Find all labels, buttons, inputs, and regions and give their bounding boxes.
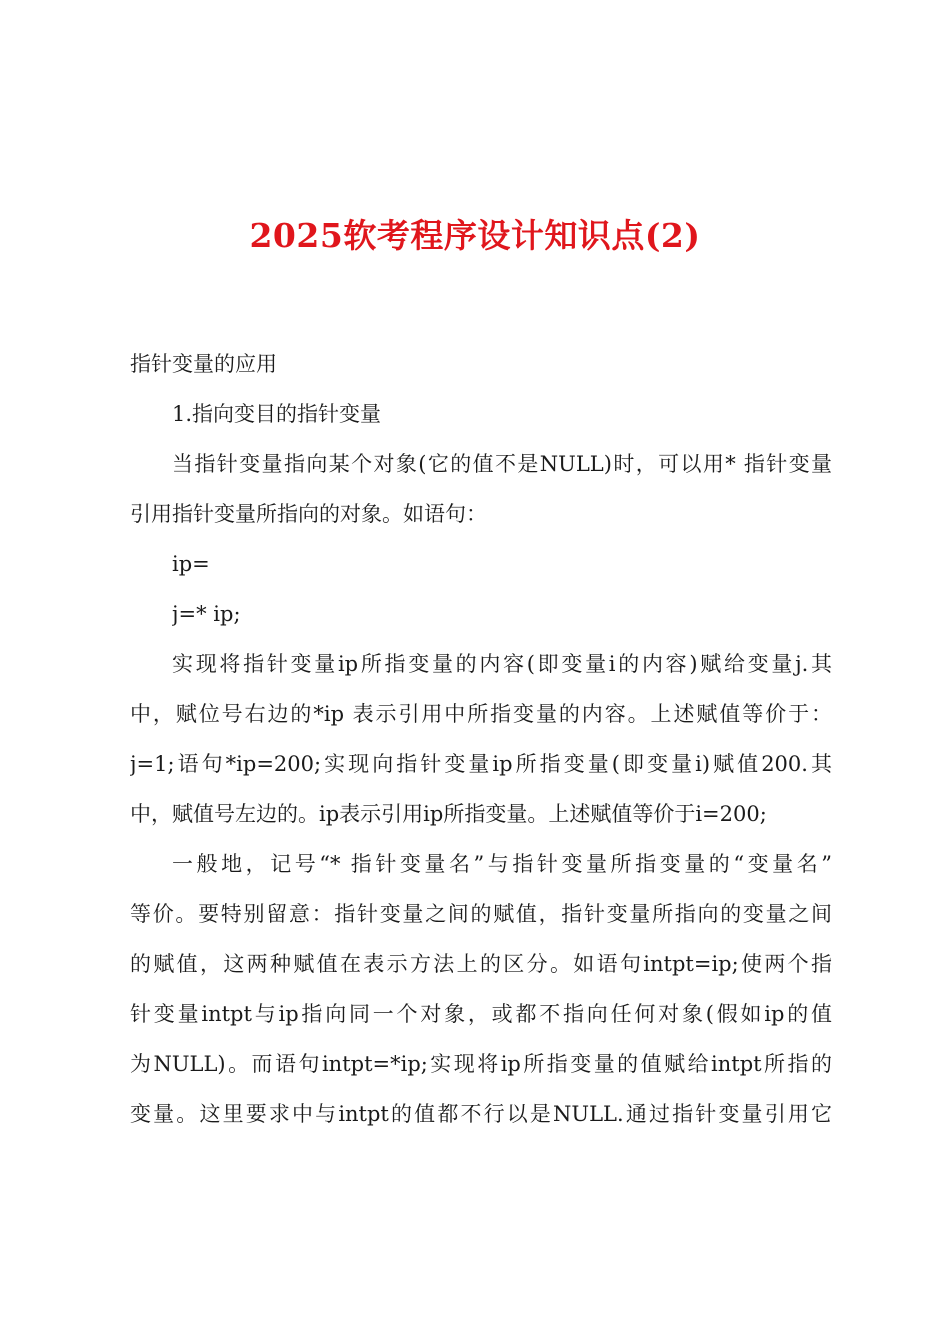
paragraph-line: 为NULL)。而语句intpt=*ip;实现将ip所指变量的值赋给intpt所指的 [130,1052,832,1076]
document-title: 2025软考程序设计知识点(2) [249,216,701,255]
paragraph-line: 中，赋值号左边的。ip表示引用ip所指变量。上述赋值等价于i=200; [130,802,767,826]
paragraph-line: j=1;语句*ip=200;实现向指针变量ip所指变量(即变量i)赋值200.其 [130,752,832,776]
paragraph-line: 等价。要特别留意：指针变量之间的赋值，指针变量所指向的变量之间 [130,902,832,926]
paragraph-line: 一般地，记号“* 指针变量名”与指针变量所指变量的“变量名” [172,852,832,876]
paragraph-line: 实现将指针变量ip所指变量的内容(即变量i的内容)赋给变量j.其 [172,652,832,676]
code-line: ip= [172,552,210,576]
paragraph-line: 中，赋位号右边的*ip 表示引用中所指变量的内容。上述赋值等价于： [130,702,832,726]
section-heading: 指针变量的应用 [130,352,277,376]
paragraph-line: 变量。这里要求中与intpt的值都不行以是NULL.通过指针变量引用它 [130,1102,832,1126]
subsection-heading: 1.指向变目的指针变量 [172,402,382,426]
paragraph-line: 当指针变量指向某个对象(它的值不是NULL)时，可以用* 指针变量 [172,452,832,476]
paragraph-line: 的赋值，这两种赋值在表示方法上的区分。如语句intpt=ip;使两个指 [130,952,832,976]
paragraph-line: 引用指针变量所指向的对象。如语句： [130,502,487,526]
paragraph-line: 针变量intpt与ip指向同一个对象，或都不指向任何对象(假如ip的值 [130,1002,832,1026]
code-line: j=* ip; [172,602,241,626]
